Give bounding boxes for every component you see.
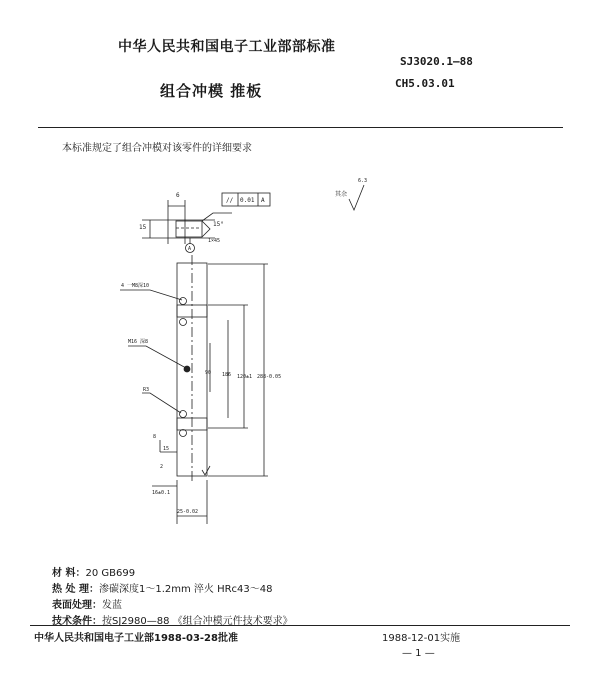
angle-label: 15° — [213, 221, 224, 228]
side-view-chamfer — [202, 221, 210, 237]
radius-label: R3 — [143, 387, 150, 393]
spec-label: 表面处理： — [52, 600, 102, 611]
roughness-note: 其余 — [335, 191, 348, 198]
spec-value: 按SJ2980—88 《组合冲模元件技术要求》 — [102, 616, 293, 627]
leader-4-m8 — [120, 290, 182, 300]
dim-90-label: 90 — [205, 370, 212, 376]
spec-value: 20 GB699 — [85, 568, 136, 579]
dim-width-b-label: 25-0.02 — [177, 509, 199, 515]
roughness-value: 6.3 — [358, 178, 368, 184]
organization-header: 中华人民共和国电子工业部部标准 — [118, 39, 336, 55]
section-mark-symbol — [202, 466, 210, 475]
center-tapped-hole — [184, 366, 190, 372]
dim-width-label: 16±0.1 — [152, 490, 171, 496]
part-code: CH5.03.01 — [395, 77, 455, 90]
chamfer-label: 1×45 — [208, 238, 221, 244]
footer-divider — [30, 625, 570, 626]
standard-code: SJ3020.1—88 — [400, 55, 473, 68]
hole-top-label: 4 一M8深10 — [121, 283, 150, 289]
spec-label: 热 处 理： — [52, 584, 99, 595]
tolerance-value: 0.01 — [240, 197, 255, 204]
spec-value: 渗碳深度1～1.2mm 淬火 HRc43～48 — [98, 584, 273, 595]
approval-date: 中华人民共和国电子工业部1988-03-28批准 — [34, 633, 238, 644]
hole-top-left-2 — [180, 319, 187, 326]
document-title: 组合冲模 推板 — [160, 82, 263, 100]
tolerance-symbol: // — [226, 197, 234, 204]
dim-15b-label: 15 — [163, 446, 170, 452]
intro-text: 本标准规定了组合冲模对该零件的详细要求 — [62, 143, 252, 154]
dim-8-label: 8 — [153, 434, 157, 440]
dim-120-label: 120±1 — [237, 374, 253, 380]
dim-186-label: 186 — [222, 372, 232, 378]
side-view-body — [176, 221, 202, 237]
implementation-date: 1988-12-01实施 — [382, 633, 461, 644]
dim-6-label: 6 — [176, 192, 180, 199]
spec-label: 材 料： — [52, 568, 86, 579]
dim-15-label: 15 — [139, 224, 147, 231]
hole-bottom-left — [180, 411, 187, 418]
datum-label: A — [188, 246, 192, 252]
spec-value: 发蓝 — [102, 600, 122, 611]
section-mark-label: 2 — [160, 464, 164, 470]
hole-mid-label: M16 深8 — [128, 339, 149, 345]
leader-r3 — [142, 393, 181, 413]
page-number: — 1 — — [402, 648, 435, 659]
hole-top-left — [180, 298, 187, 305]
roughness-symbol — [349, 185, 364, 210]
hole-bottom-left-2 — [180, 430, 187, 437]
spec-label: 技术条件： — [52, 616, 102, 627]
tolerance-datum: A — [261, 197, 265, 204]
dim-288-label: 288-0.05 — [257, 374, 282, 380]
